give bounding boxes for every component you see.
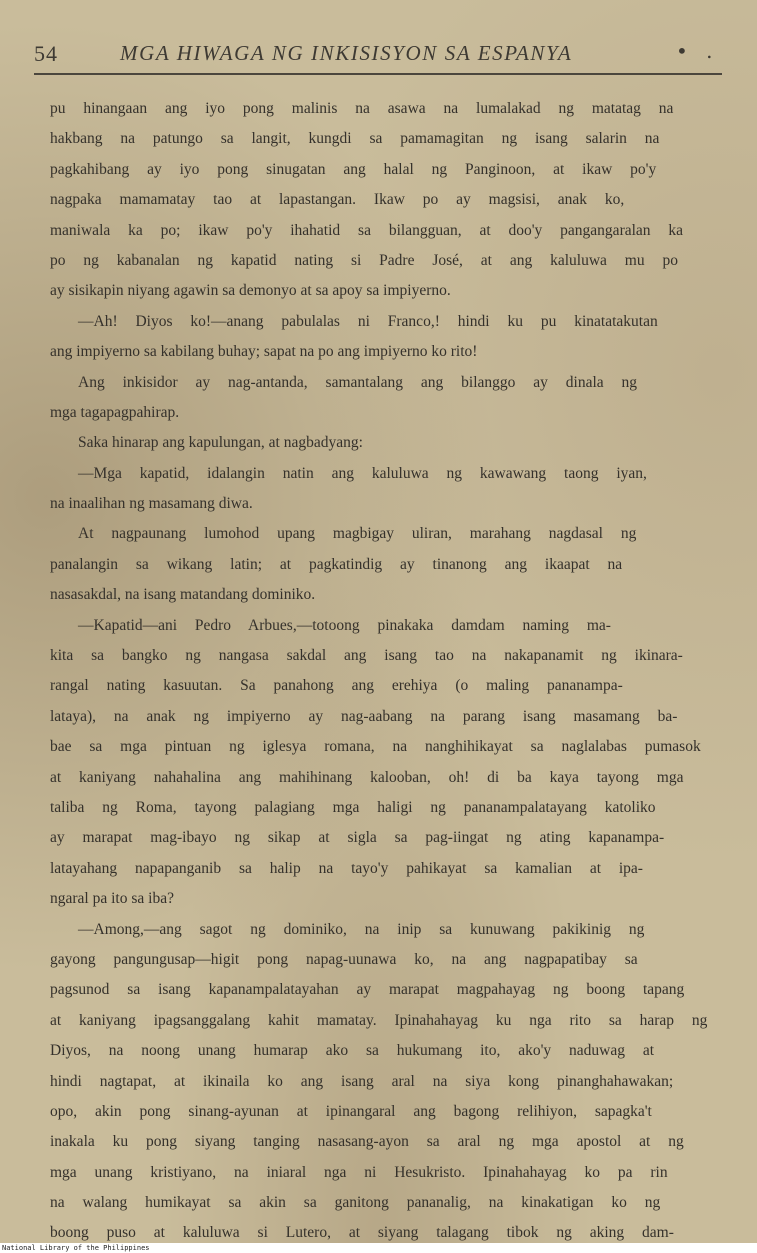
page-number: 54 xyxy=(34,41,58,66)
text-line: hindi nagtapat, at ikinaila ko ang isang aral na siya kong pinanghahawakan; xyxy=(50,1072,674,1090)
text-line: At nagpaunang lumohod upang magbigay uliran, marahang nagdasal ng xyxy=(78,525,637,543)
text-line: panalangin sa wikang latin; at pagkatindig ay tinanong ang ikaapat na xyxy=(50,555,623,573)
text-line: at kaniyang ipagsanggalang kahit mamatay. Ipinahahayag ku nga rito sa harap ng xyxy=(50,1011,708,1029)
text-line: ay sisikapin niyang agawin sa demonyo at sa apoy sa impiyerno. xyxy=(50,282,451,300)
text-line: nagpaka mamamatay tao at lapastangan. Ikaw po ay magsisi, anak ko, xyxy=(50,191,625,209)
text-line: —Mga kapatid, idalangin natin ang kaluluwa ng kawawang taong iyan, xyxy=(78,464,647,482)
text-line: taliba ng Roma, tayong palagiang mga haligi ng pananampalatayang katoliko xyxy=(50,798,656,816)
page-header xyxy=(34,38,724,72)
body-text xyxy=(50,94,720,1243)
header-ornament: • . xyxy=(676,39,719,63)
header-rule xyxy=(34,73,722,75)
text-line: —Ah! Diyos ko!—anang pabulalas ni Franco,! hindi ku pu kinatatakutan xyxy=(78,312,658,330)
text-line: bae sa mga pintuan ng iglesya romana, na nanghihikayat sa naglalabas pumasok xyxy=(50,738,701,756)
text-line: mga tagapagpahirap. xyxy=(50,403,180,421)
text-line: ay marapat mag-ibayo ng sikap at sigla sa pag-iingat ng ating kapanampa- xyxy=(50,829,665,847)
text-line: boong puso at kaluluwa si Lutero, at siyang talagang tibok ng aking dam- xyxy=(50,1224,674,1242)
text-line: hakbang na patungo sa langit, kungdi sa pamamagitan ng isang salarin na xyxy=(50,130,660,148)
text-line: —Among,—ang sagot ng dominiko, na inip sa kunuwang pakikinig ng xyxy=(78,920,645,938)
text-line: latayahang napapanganib sa halip na tayo'y pahikayat sa kamalian at ipa- xyxy=(50,859,643,877)
text-line: gayong pangungusap—higit pong napag-uunawa ko, na ang nagpapatibay sa xyxy=(50,950,638,968)
text-line: opo, akin pong sinang-ayunan at ipinangaral ang bagong relihiyon, sapagka't xyxy=(50,1102,652,1120)
text-line: pagsunod sa isang kapanampalatayahan ay marapat magpahayag ng boong tapang xyxy=(50,981,685,999)
text-line: —Kapatid—ani Pedro Arbues,—totoong pinakaka damdam naming ma- xyxy=(78,616,611,634)
text-line: pu hinangaan ang iyo pong malinis na asawa na lumalakad ng matatag na xyxy=(50,100,674,117)
text-line: Saka hinarap ang kapulungan, at nagbadyang: xyxy=(78,434,363,452)
text-line: inakala ku pong siyang tanging nasasang-ayon sa aral ng mga apostol at ng xyxy=(50,1133,684,1151)
library-credit: National Library of the Philippines xyxy=(0,1243,757,1253)
text-line: rangal nating kasuutan. Sa panahong ang erehiya (o maling pananampa- xyxy=(50,677,623,695)
text-line: na walang humikayat sa akin sa ganitong pananalig, na kinakatigan ko ng xyxy=(50,1194,661,1212)
text-line: kita sa bangko ng nangasa sakdal ang isang tao na nakapanamit ng ikinara- xyxy=(50,647,683,665)
text-line: Ang inkisidor ay nag-antanda, samantalang ang bilanggo ay dinala ng xyxy=(78,373,638,391)
text-line: ngaral pa ito sa iba? xyxy=(50,890,174,908)
text-line: na inaalihan ng masamang diwa. xyxy=(50,495,253,513)
text-line: lataya), na anak ng impiyerno ay nag-aabang na parang isang masamang ba- xyxy=(50,707,678,725)
text-line: mga unang kristiyano, na iniaral nga ni Hesukristo. Ipinahahayag ko pa rin xyxy=(50,1163,668,1181)
running-title: MGA HIWAGA NG INKISISYON SA ESPANYA xyxy=(120,41,573,65)
text-line: nasasakdal, na isang matandang dominiko. xyxy=(50,586,316,604)
text-line: po ng kabanalan ng kapatid nating si Padre José, at ang kaluluwa mu po xyxy=(50,251,678,269)
text-line: maniwala ka po; ikaw po'y ihahatid sa bilangguan, at doo'y pangangaralan ka xyxy=(50,221,684,239)
text-line: at kaniyang nahahalina ang mahihinang kalooban, oh! di ba kaya tayong mga xyxy=(50,768,684,786)
text-line: Diyos, na noong unang humarap ako sa hukumang ito, ako'y naduwag at xyxy=(50,1042,655,1060)
text-line: ang impiyerno sa kabilang buhay; sapat na po ang impiyerno ko rito! xyxy=(50,343,478,361)
text-line: pagkahibang ay iyo pong sinugatan ang halal ng Panginoon, at ikaw po'y xyxy=(50,160,657,178)
